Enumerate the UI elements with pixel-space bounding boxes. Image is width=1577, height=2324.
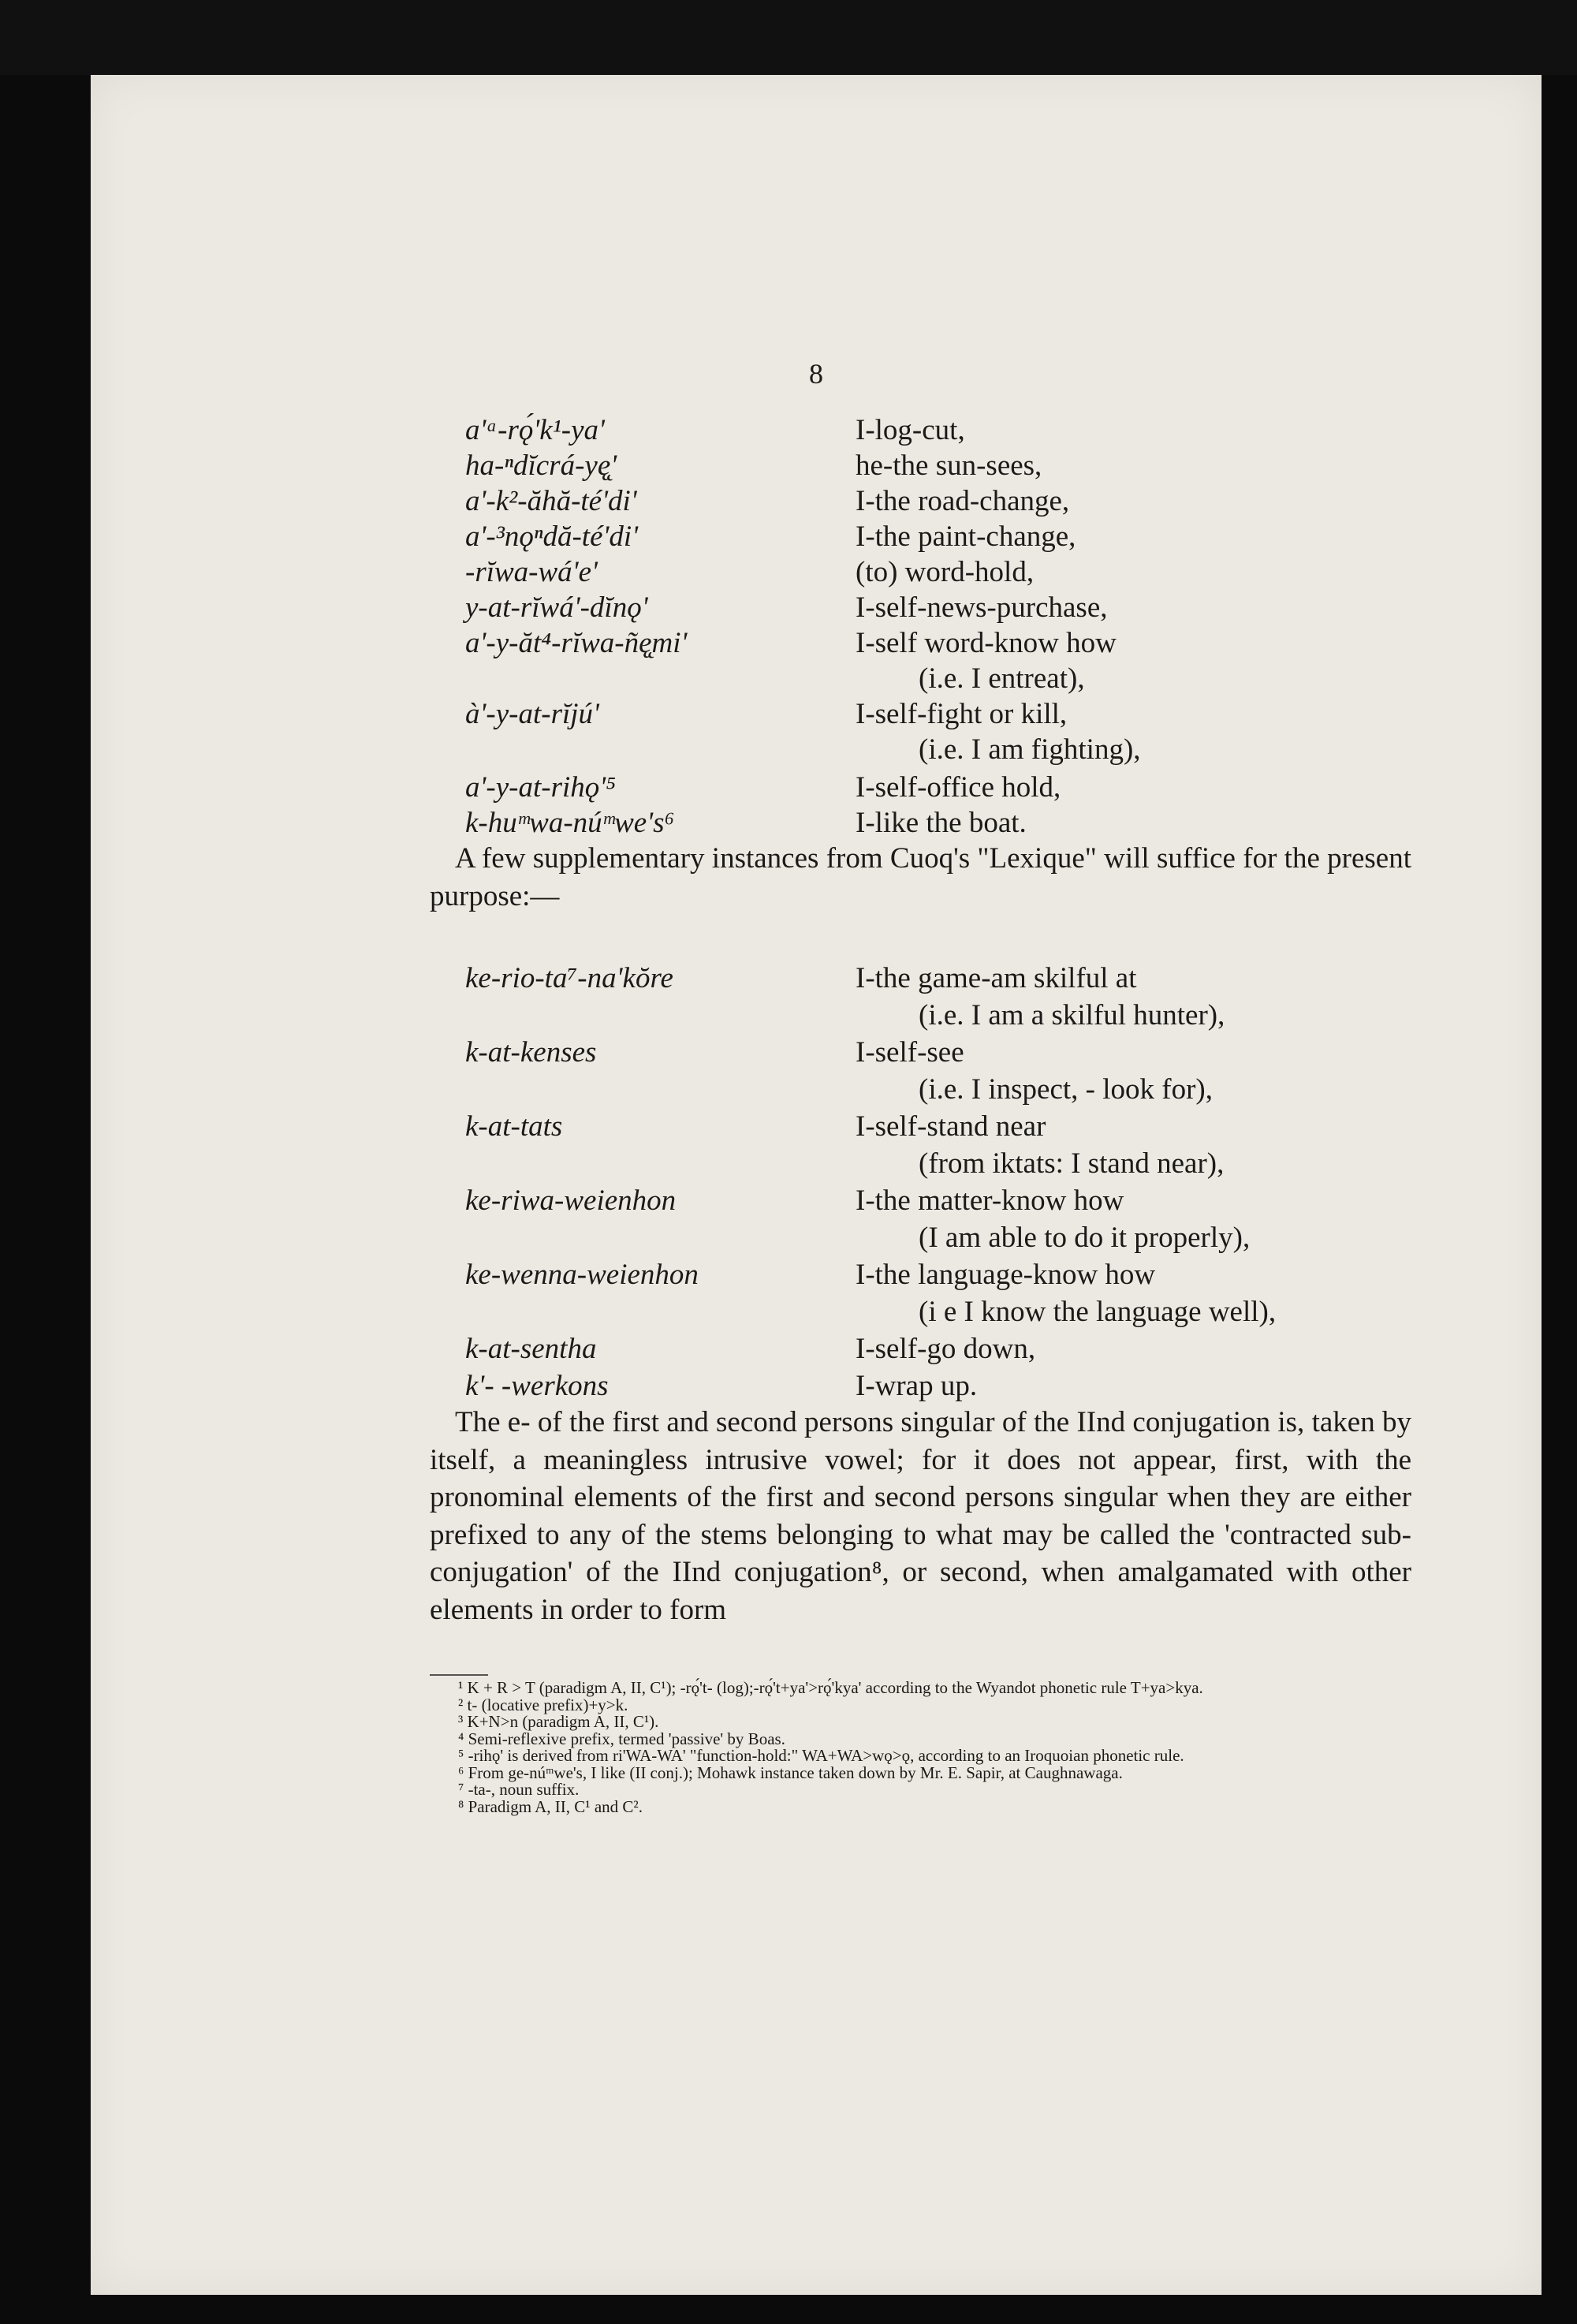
gloss: I-like the boat. xyxy=(856,807,1027,839)
gloss: I-the paint-change, xyxy=(856,520,1076,553)
gloss: he-the sun-sees, xyxy=(856,450,1042,482)
intro-paragraph xyxy=(430,840,1411,915)
footnote: ⁵ -rihǫ' is derived from ri'WA-WA' "function-hold:" WA+WA>wǫ>ǫ, according to an Iroquoian phonetic rule. xyxy=(458,1746,1184,1765)
footnote: ⁶ From ge-núᵐwe's, I like (II conj.); Mohawk instance taken down by Mr. E. Sapir, at Caughnawaga. xyxy=(458,1763,1123,1782)
gloss: (to) word-hold, xyxy=(856,556,1035,588)
term: ke-wenna-weienhon xyxy=(465,1259,699,1291)
gloss: I-self-office hold, xyxy=(856,771,1061,804)
gloss-continuation: (I am able to do it properly), xyxy=(919,1222,1251,1254)
term: à'-y-at-rĭjú' xyxy=(465,698,599,730)
term: -rĭwa-wá'e' xyxy=(465,556,598,588)
footnote: ⁷ -ta-, noun suffix. xyxy=(458,1780,580,1799)
gloss: I-self-go down, xyxy=(856,1333,1036,1365)
document-page xyxy=(91,75,1542,2295)
footnote: ¹ K + R > T (paradigm A, II, C¹); -rǫ́'t- (log);-rǫ́'t+ya'>rǫ́'kya' according to the Wyandot phonetic rule T+ya>kya. xyxy=(458,1678,1203,1697)
gloss-continuation: (i.e. I am a skilful hunter), xyxy=(919,999,1225,1031)
term: k'- -werkons xyxy=(465,1370,609,1402)
gloss-continuation: (i.e. I inspect, - look for), xyxy=(919,1073,1213,1106)
body-text: The e- of the first and second persons singular of the IInd conjugation is, taken by itself, a meaningless intrusive vowel; for it does not appear, first, with the pronominal elements of the first and second persons singular when they are either prefixed to any of the stems belonging to what may be called the 'contracted sub-conjugation' of the IInd conjugation⁸, or second, when amalgamated with other elements in order to form xyxy=(430,1406,1411,1626)
term: ke-riwa-weienhon xyxy=(465,1184,677,1217)
term: y-at-rĭwá'-dĭnǫ' xyxy=(465,591,648,624)
term: a'-y-at-rihǫ'⁵ xyxy=(465,771,617,804)
gloss: I-self word-know how xyxy=(856,627,1117,659)
scan-border xyxy=(0,0,1577,75)
gloss: I-the game-am skilful at xyxy=(856,962,1137,994)
term: a'-k²-ăhă-té'di' xyxy=(465,485,637,517)
footnote: ³ K+N>n (paradigm A, II, C¹). xyxy=(458,1712,659,1731)
term: k-huᵐwa-núᵐwe's⁶ xyxy=(465,807,675,839)
footnote: ⁴ Semi-reflexive prefix, termed 'passive' by Boas. xyxy=(458,1729,785,1748)
gloss: I-the language-know how xyxy=(856,1259,1156,1291)
term: ha-ⁿdĭcrá-yę̨' xyxy=(465,450,617,482)
gloss: I-log-cut, xyxy=(856,414,965,446)
gloss: I-self-fight or kill, xyxy=(856,698,1068,730)
gloss: I-self-see xyxy=(856,1036,964,1069)
body-paragraph xyxy=(430,1404,1411,1628)
gloss-continuation: (i e I know the language well), xyxy=(919,1296,1277,1328)
gloss: I-self-news-purchase, xyxy=(856,591,1108,624)
term: ke-rio-ta⁷-na'kŏre xyxy=(465,962,673,994)
intro-text: A few supplementary instances from Cuoq's "Lexique" will suffice for the present purpose:— xyxy=(430,842,1411,912)
gloss: I-self-stand near xyxy=(856,1110,1046,1143)
footnote: ² t- (locative prefix)+y>k. xyxy=(458,1695,628,1714)
footnote-rule xyxy=(430,1674,488,1676)
gloss: I-wrap up. xyxy=(856,1370,978,1402)
term: k-at-tats xyxy=(465,1110,563,1143)
term: a'ᵃ-rǫ́'k¹-ya' xyxy=(465,414,605,446)
footnotes xyxy=(430,1680,1411,1815)
term: a'-y-ăt⁴-rĭwa-ñę̨mi' xyxy=(465,627,688,659)
page-number: 8 xyxy=(809,358,823,390)
gloss: I-the road-change, xyxy=(856,485,1070,517)
gloss-continuation: (from iktats: I stand near), xyxy=(919,1147,1225,1180)
gloss-continuation: (i.e. I am fighting), xyxy=(919,733,1141,766)
term: k-at-kenses xyxy=(465,1036,597,1069)
term: a'-³nǫⁿdă-té'di' xyxy=(465,520,639,553)
gloss: I-the matter-know how xyxy=(856,1184,1124,1217)
footnote: ⁸ Paradigm A, II, C¹ and C². xyxy=(458,1796,643,1816)
gloss-continuation: (i.e. I entreat), xyxy=(919,662,1085,695)
term: k-at-sentha xyxy=(465,1333,597,1365)
